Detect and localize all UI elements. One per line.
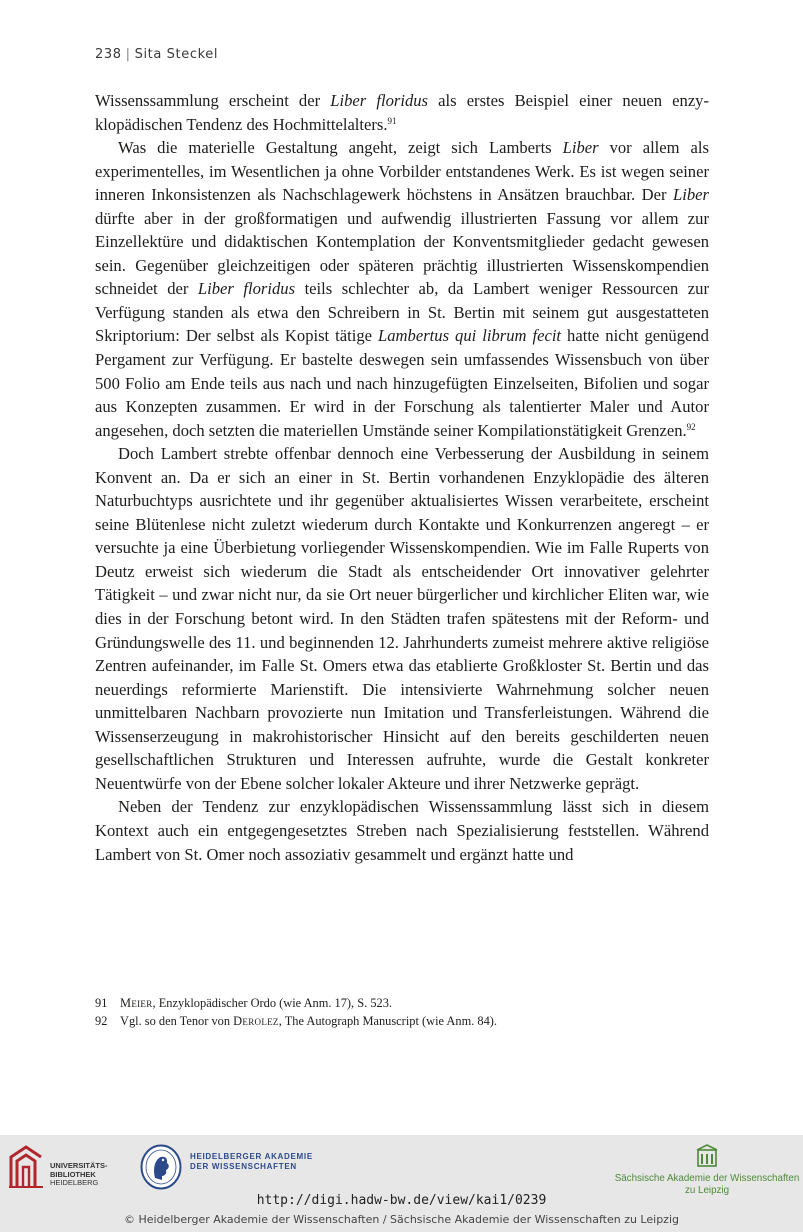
saw-line-1: Sächsische Akademie der Wissenschaften: [614, 1173, 800, 1184]
page-number: 238: [95, 47, 122, 62]
text-run: Was die materielle Gestaltung angeht, zeigt sich Lamberts: [118, 138, 563, 158]
ub-heidelberg-logo[interactable]: [8, 1143, 118, 1195]
ub-line-2: BIBLIOTHEK: [50, 1169, 96, 1179]
text-run: dürfte aber in der großformatigen und aufwendig illustrierten Fassung vor allem zur Einzellektüre und didaktischen Kontemplation der Konventsmitglieder gedacht gewesen sein. Gegenüber gleichzeitigen oder späteren prächtig illustrierten Wissenskompendien schneidet der: [95, 208, 709, 299]
text-run: Wissenssammlung erscheint der: [95, 91, 331, 110]
italic-title: Liber floridus: [197, 279, 296, 299]
hadw-line-2: DER WISSENSCHAFTEN: [190, 1162, 297, 1171]
paragraph-1: [95, 89, 709, 136]
text-run: hatte nicht genügend Pergament zur Verfügung. Er bastelte deswegen sein umfassendes Wissensbuch von über 500 Folio am Ende teils aus nach und nach hinzugefügten Einzelseiten, Bifolien und sogar aus Konzepten zusammen. Er wird in der Forschung als talentierter Maler und Autor angesehen, doch setzten die materiellen Umstände seiner Kompilationstätigkeit Grenzen.: [95, 326, 709, 440]
saw-line-2: zu Leipzig: [684, 1185, 730, 1196]
paragraph-2: [95, 136, 709, 442]
italic-title: Liber: [562, 138, 599, 158]
footnote-ref-91[interactable]: 91: [387, 115, 397, 126]
italic-title: Liber: [673, 185, 709, 205]
footnote-text: , Enzyklopädischer Ordo (wie Anm. 17), S. 523.: [152, 996, 393, 1010]
text-run: teils schlechter ab, da Lambert weniger Ressourcen zur Verfügung standen als etwa den Schreibern in St. Bertin mit seinem gut ausgestatteten Skriptorium: Der selbst als Kopist tätige: [95, 279, 709, 346]
italic-title: Liber floridus: [330, 91, 428, 110]
ub-line-1: UNIVERSITÄTS-: [50, 1161, 108, 1170]
footnotes: [95, 994, 709, 1030]
cited-author: Meier: [120, 996, 153, 1010]
source-url-link[interactable]: http://digi.hadw-bw.de/view/kai1/0239: [256, 1193, 547, 1208]
running-head: [95, 47, 218, 62]
footnote-number: 91: [95, 996, 108, 1010]
footnote-92: [95, 1012, 709, 1030]
hadw-seal-icon[interactable]: [140, 1144, 182, 1190]
hadw-line-1: HEIDELBERGER AKADEMIE: [190, 1152, 313, 1161]
text-run: als erstes Beispiel einer neuen enzy-klopädischen Tendenz des Hochmittelalters.: [95, 91, 710, 134]
copyright-notice: © Heidelberger Akademie der Wissenschaften / Sächsische Akademie der Wissenschaften zu Leipzig: [123, 1213, 679, 1226]
paragraph-3: Doch Lambert strebte offenbar dennoch eine Verbesserung der Ausbildung in seinem Konvent an. Da er sich an einer in St. Bertin vorhandenen Enzyklopädie des älteren Naturbuchtyps ausrichtete und ihr gegenüber aktualisiertes Wissen verarbeitete, erscheint seine Blütenlese nicht zuletzt wiederum durch Kontakte und Konkurrenzen angeregt – er versuchte ja eine Überbietung vorliegender Wissenskompendien. Wie im Falle Ruperts von Deutz erweist sich wiederum die Stadt als entscheidender Ort innovativer gelehrter Tätigkeit – und zwar nicht nur, da sie Ort neuer bürgerlicher und kirchlicher Eliten war, wie dies in der Forschung betont wird. In den Städten trafen spätestens mit der Reform- und Gründungswelle des 11. und beginnenden 12. Jahrhunderts zumeist mehrere aktive religiöse Zentren aufeinander, im Falle St. Omers etwa das etablierte Großkloster St. Bertin und das neuerdings reformierte Marienstift. Die intensivierte Wahrnehmung solcher neuen unmittelbaren Nachbarn provozierte nun Imitation und Transferleistungen. Während die Wissenserzeugung in makrohistorischer Hinsicht auf den bereits geschilderten neuen gesellschaftlichen Strukturen und Interessen aufruhte, wurde die Gestalt konkreter Neuentwürfe von der Ebene solcher lokaler Akteure und ihrer Netzwerke geprägt.: [95, 444, 709, 793]
ub-line-3: HEIDELBERG: [50, 1178, 99, 1187]
ub-emblem-icon: [8, 1143, 44, 1189]
ub-logo-text: [50, 1162, 108, 1188]
footnote-number: 92: [95, 1014, 108, 1028]
footnote-text: Vgl. so den Tenor von: [120, 1014, 234, 1028]
main-text: [95, 89, 709, 866]
hadw-logo-text: [190, 1152, 313, 1172]
cited-author: Derolez: [233, 1014, 279, 1028]
saw-building-icon[interactable]: [696, 1144, 718, 1168]
footnote-text: , The Autograph Manuscript (wie Anm. 84).: [278, 1014, 498, 1028]
paragraph-4: Neben der Tendenz zur enzyklopädischen Wissenssammlung lässt sich in diesem Kontext auch ein entgegengesetztes Streben nach Spezialisierung feststellen. Während Lambert von St. Omer noch assoziativ gesammelt und ergänzt hatte und: [95, 797, 709, 864]
italic-quote: Lambertus qui librum fecit: [378, 326, 562, 346]
author-name: Sita Steckel: [134, 47, 219, 62]
text-run: vor allem als experimentelles, im Wesentlichen ja ohne Vorbilder entstandenes Werk. Es ist wegen seiner inneren Inkonsistenzen als Nachschlagewerk höchstens in Ansätzen brauchbar. Der: [95, 138, 709, 205]
header-separator: |: [125, 47, 131, 62]
footnote-91: [95, 994, 709, 1012]
footnote-ref-92[interactable]: 92: [686, 421, 696, 432]
